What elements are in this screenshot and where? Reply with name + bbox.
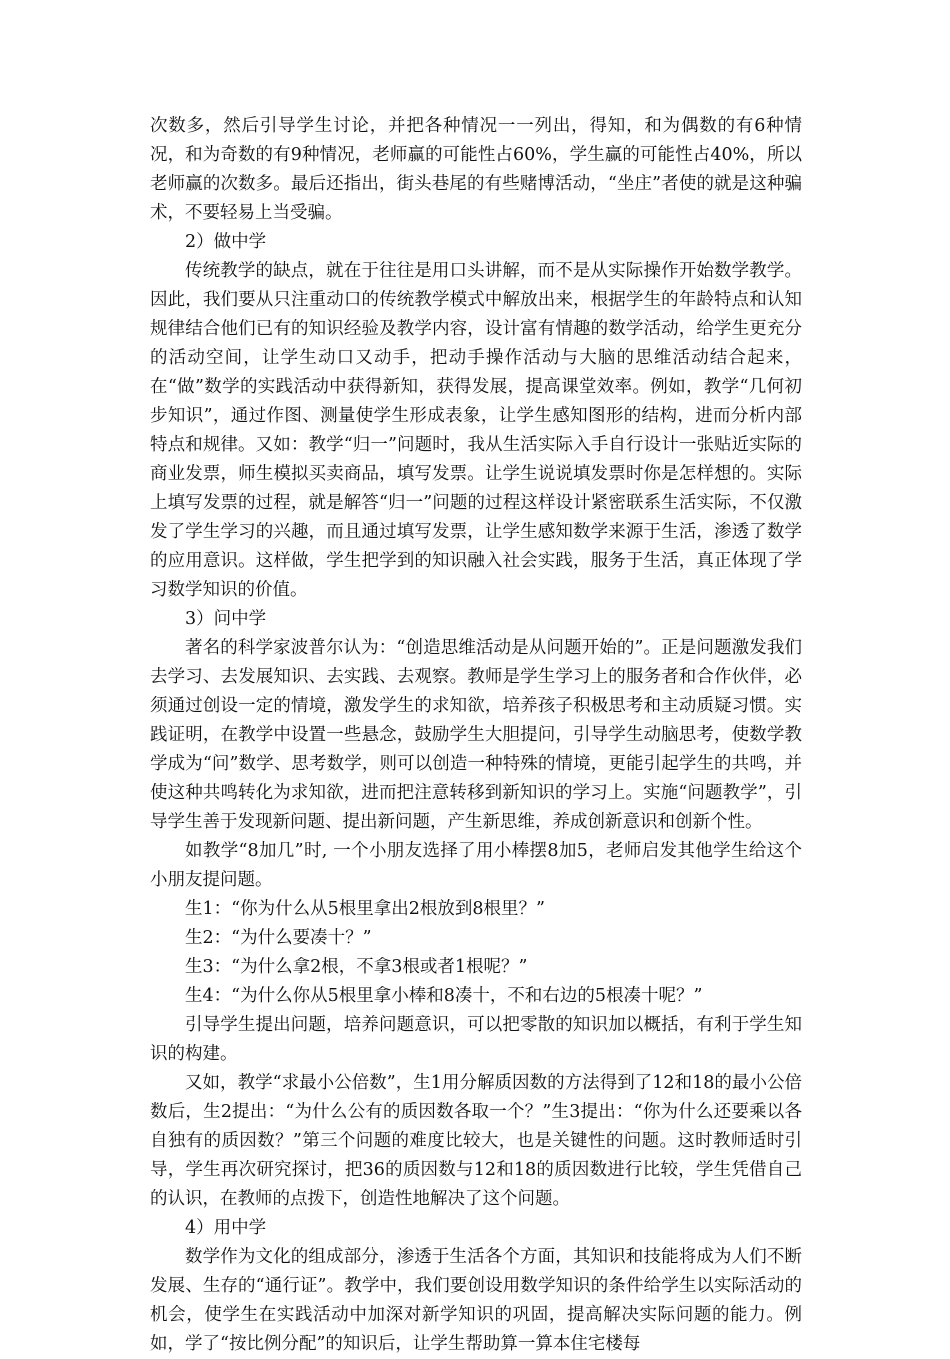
section-heading-learning-by-using: 4）用中学 <box>185 1218 267 1238</box>
paragraph-learning-by-doing: 传统教学的缺点，就在于往往是用口头讲解，而不是从实际操作开始数学教学。因此，我们要从只注重动口的传统教学模式中解放出来，根据学生的年龄特点和认知规律结合他们已有的知识经验及教学内容，设计富有情趣的数学活动，给学生更充分的活动空间，让学生动口又动手，把动手操作活动与大脑的思维活动结合起来，在“做”数学的实践活动中获得新知，获得发展，提高课堂效率。例如，教学“几何初步知识”，通过作图、测量使学生形成表象，让学生感知图形的结构，进而分析内部特点和规律。又如：教学“归一”问题时，我从生活实际入手自行设计一张贴近实际的商业发票，师生模拟买卖商品，填写发票。让学生说说填发票时你是怎样想的。实际上填写发票的过程，就是解答“归一”问题的过程这样设计紧密联系生活实际，不仅激发了学生学习的兴趣，而且通过填写发票，让学生感知数学来源于生活，渗透了数学的应用意识。这样做，学生把学到的知识融入社会实践，服务于生活，真正体现了学习数学知识的价值。 <box>150 261 802 600</box>
paragraph-learning-by-using: 数学作为文化的组成部分，渗透于生活各个方面，其知识和技能将成为人们不断发展、生存的“通行证”。教学中，我们要创设用数学知识的条件给学生以实际活动的机会，使学生在实践活动中加深对新学知识的巩固，提高解决实际问题的能力。例如，学了“按比例分配”的知识后，让学生帮助算一算本住宅楼每 <box>150 1247 802 1354</box>
student-question-2: 生2：“为什么要凑十？” <box>185 928 372 948</box>
section-heading-learning-by-doing: 2）做中学 <box>185 232 267 252</box>
document-page <box>150 112 802 1359</box>
student-question-1: 生1：“你为什么从5根里拿出2根放到8根里？” <box>185 899 545 919</box>
section-heading-learning-by-asking: 3）问中学 <box>185 609 267 629</box>
paragraph-example-8-plus: 如教学“8加几”时, 一个小朋友选择了用小棒摆8加5，老师启发其他学生给这个小朋友提问题。 <box>150 841 802 890</box>
paragraph-question-awareness: 引导学生提出问题，培养问题意识，可以把零散的知识加以概括，有利于学生知识的构建。 <box>150 1015 802 1064</box>
student-question-3: 生3：“为什么拿2根，不拿3根或者1根呢？” <box>185 957 528 977</box>
student-question-4: 生4：“为什么你从5根里拿小棒和8凑十，不和右边的5根凑十呢？” <box>185 986 703 1006</box>
paragraph-example-lcm: 又如，教学“求最小公倍数”，生1用分解质因数的方法得到了12和18的最小公倍数后，生2提出：“为什么公有的质因数各取一个？”生3提出：“你为什么还要乘以各自独有的质因数？”第三个问题的难度比较大，也是关键性的问题。这时教师适时引导，学生再次研究探讨，把36的质因数与12和18的质因数进行比较，学生凭借自己的认识，在教师的点拨下，创造性地解决了这个问题。 <box>150 1073 802 1209</box>
paragraph-continued: 次数多，然后引导学生讨论，并把各种情况一一列出，得知，和为偶数的有6种情况，和为奇数的有9种情况，老师赢的可能性占60%，学生赢的可能性占40%，所以老师赢的次数多。最后还指出，街头巷尾的有些赌博活动，“坐庄”者使的就是这种骗术，不要轻易上当受骗。 <box>150 116 802 223</box>
paragraph-learning-by-asking: 著名的科学家波普尔认为：“创造思维活动是从问题开始的”。正是问题激发我们去学习、去发展知识、去实践、去观察。教师是学生学习上的服务者和合作伙伴，必须通过创设一定的情境，激发学生的求知欲，培养孩子积极思考和主动质疑习惯。实践证明，在教学中设置一些悬念，鼓励学生大胆提问，引导学生动脑思考，使数学教学成为“问”数学、思考数学，则可以创造一种特殊的情境，更能引起学生的共鸣，并使这种共鸣转化为求知欲，进而把注意转移到新知识的学习上。实施“问题教学”，引导学生善于发现新问题、提出新问题，产生新思维，养成创新意识和创新个性。 <box>150 638 802 832</box>
